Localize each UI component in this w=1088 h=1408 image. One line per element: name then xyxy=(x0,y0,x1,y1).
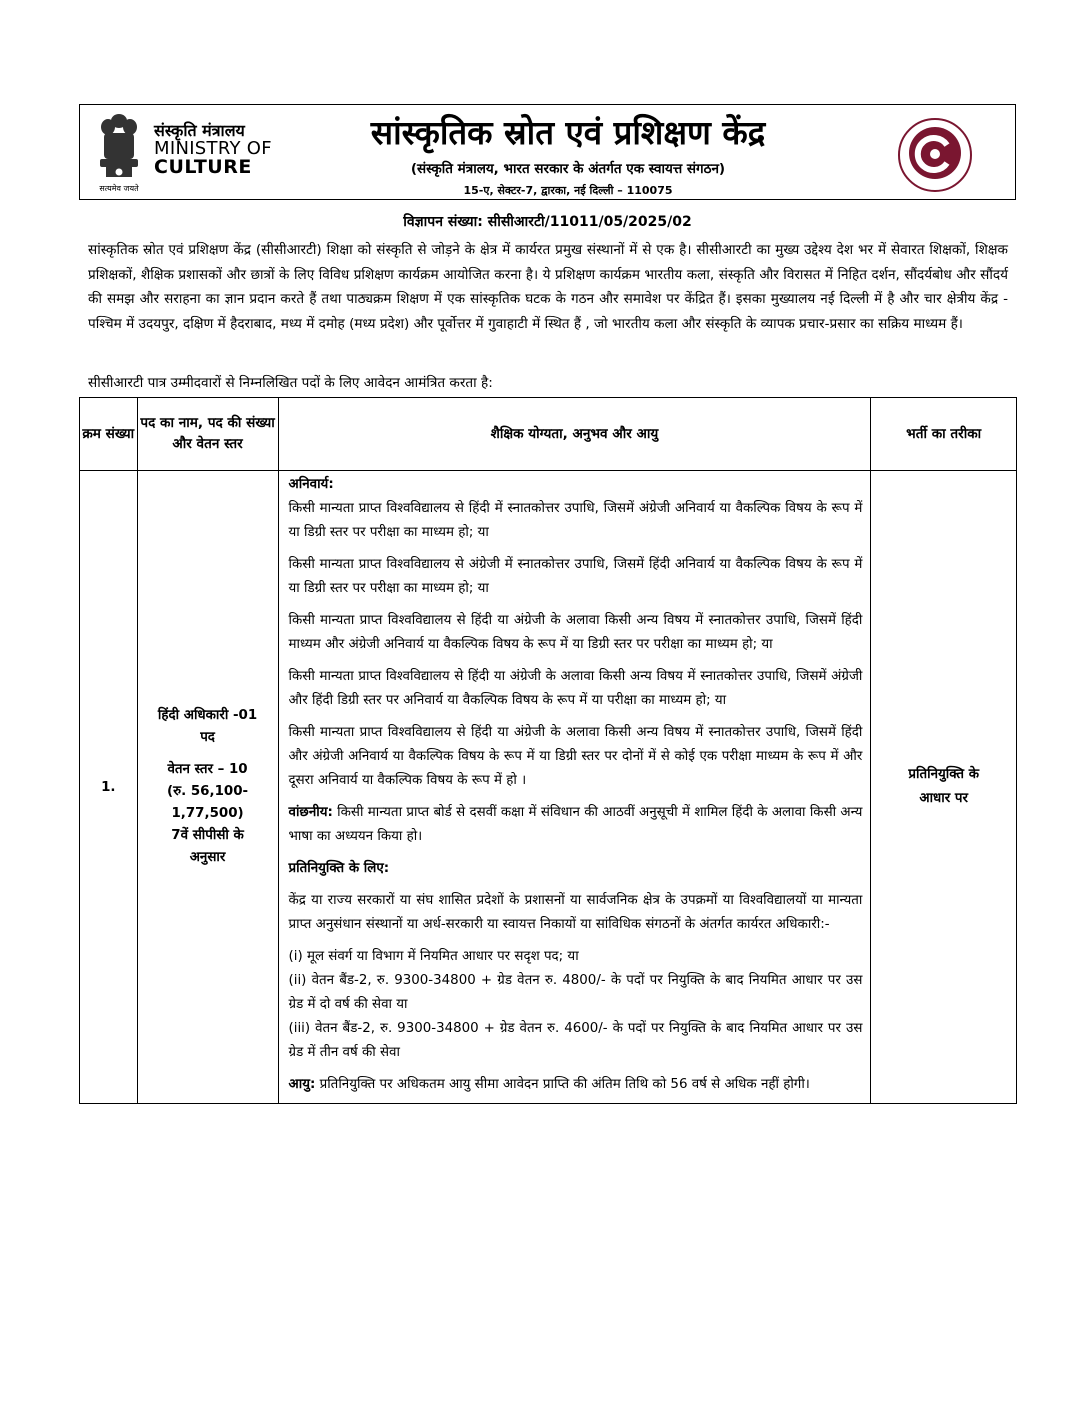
desirable-label: वांछनीय: xyxy=(288,805,333,820)
essential-option-1: किसी मान्यता प्राप्त विश्वविद्यालय से हिंदी में स्नातकोत्तर उपाधि, जिसमें अंग्रेजी अनिवार्य या वैकल्पिक विषय के रूप में या डिग्री स्तर पर परीक्षा का माध्यम हो; या xyxy=(288,501,863,540)
header-post: पद का नाम, पद की संख्या और वेतन स्तर xyxy=(137,398,278,471)
deputation-condition-iii: (iii) वेतन बैंड-2, रु. 9300-34800 + ग्रेड वेतन रु. 4600/- के पदों पर नियुक्ति के बाद नियमित आधार पर उस ग्रेड में तीन वर्ष की सेवा xyxy=(288,1021,863,1060)
essential-option-4: किसी मान्यता प्राप्त विश्वविद्यालय से हिंदी या अंग्रेजी के अलावा किसी अन्य विषय में स्नातकोत्तर उपाधि, जिसमें अंग्रेजी और हिंदी डिग्री स्तर पर अनिवार्य या वैकल्पिक विषय के रूप में या परीक्षा का माध्यम हो; या xyxy=(288,669,863,708)
header-recruitment-method: भर्ती का तरीका xyxy=(871,398,1017,471)
pay-range-end: 1,77,500) xyxy=(171,806,244,821)
deputation-label: प्रतिनियुक्ति के लिए: xyxy=(288,861,390,876)
post-name: हिंदी अधिकारी -01 xyxy=(157,708,258,723)
table-row xyxy=(80,471,1017,1104)
ministry-english-line2: CULTURE xyxy=(154,156,252,178)
ministry-hindi: संस्कृति मंत्रालय xyxy=(154,121,245,140)
essential-label: अनिवार्य: xyxy=(288,477,334,492)
desirable-block xyxy=(289,801,863,849)
essential-option-3: किसी मान्यता प्राप्त विश्वविद्यालय से हिंदी या अंग्रेजी के अलावा किसी अन्य विषय में स्नातकोत्तर उपाधि, जिसमें हिंदी माध्यम और अंग्रेजी अनिवार्य या वैकल्पिक विषय के रूप में या डिग्री स्तर पर परीक्षा का माध्यम हो; या xyxy=(288,613,863,652)
age-label: आयु: xyxy=(288,1077,316,1092)
essential-option-2: किसी मान्यता प्राप्त विश्वविद्यालय से अंग्रेजी में स्नातकोत्तर उपाधि, जिसमें हिंदी अनिवार्य या वैकल्पिक विषय के रूप में या डिग्री स्तर पर परीक्षा का माध्यम हो; या xyxy=(288,557,863,596)
invitation-line: सीसीआरटी पात्र उम्मीदवारों से निम्नलिखित पदों के लिए आवेदन आमंत्रित करता है: xyxy=(88,375,493,391)
table-header-row xyxy=(80,398,1017,471)
advertisement-number: विज्ञापन संख्या: सीसीआरटी/11011/05/2025/02 xyxy=(403,214,692,230)
emblem-motto: सत्यमेव जयते xyxy=(99,184,139,193)
method-line1: प्रतिनियुक्ति के xyxy=(908,767,979,782)
header-sno: क्रम संख्या xyxy=(80,398,138,471)
header-qualifications: शैक्षिक योग्यता, अनुभव और आयु xyxy=(278,398,871,471)
deputation-condition-ii: (ii) वेतन बैंड-2, रु. 9300-34800 + ग्रेड वेतन रु. 4800/- के पदों पर नियुक्ति के बाद नियमित आधार पर उस ग्रेड में दो वर्ष की सेवा या xyxy=(288,973,863,1012)
cpc-note-cont: अनुसार xyxy=(189,850,226,865)
post-count-label: पद xyxy=(200,730,215,745)
age-text: प्रतिनियुक्ति पर अधिकतम आयु सीमा आवेदन प्राप्ति की अंतिम तिथि को 56 वर्ष से अधिक नहीं होगी। xyxy=(319,1077,810,1092)
cpc-note: 7वें सीपीसी के xyxy=(171,828,244,843)
ministry-english-line1: MINISTRY OF xyxy=(154,138,272,159)
row-post-details xyxy=(137,471,278,1104)
row-sno: 1. xyxy=(80,471,138,1104)
organization-title: सांस्कृतिक स्रोत एवं प्रशिक्षण केंद्र xyxy=(370,113,766,152)
national-emblem-icon xyxy=(94,111,144,181)
essential-option-5: किसी मान्यता प्राप्त विश्वविद्यालय से हिंदी या अंग्रेजी के अलावा किसी अन्य विषय में स्नातकोत्तर उपाधि, जिसमें हिंदी और अंग्रेजी अनिवार्य या वैकल्पिक विषय के रूप में या डिग्री स्तर पर दोनों में से कोई एक परीक्षा माध्यम के रूप में और दूसरा अनिवार्य या वैकल्पिक विषय के रूप में हो । xyxy=(288,725,863,788)
organization-subtitle: (संस्कृति मंत्रालय, भारत सरकार के अंतर्गत एक स्वायत्त संगठन) xyxy=(410,161,726,177)
age-block xyxy=(289,1073,863,1097)
pay-level: वेतन स्तर – 10 xyxy=(167,762,248,777)
intro-paragraph: सांस्कृतिक स्रोत एवं प्रशिक्षण केंद्र (सीसीआरटी) शिक्षा को संस्कृति से जोड़ने के क्षेत्र में कार्यरत प्रमुख संस्थानों में से एक है। सीसीआरटी का मुख्य उद्देश्य देश भर में सेवारत शिक्षकों, शिक्षक प्रशिक्षकों, शैक्षिक प्रशासकों और छात्रों के लिए विविध प्रशिक्षण कार्यक्रम आयोजित करना है। ये प्रशिक्षण कार्यक्रम भारतीय कला, संस्कृति और विरासत में निहित दर्शन, सौंदर्यबोध और सौंदर्य की समझ और सराहना का ज्ञान प्रदान करते हैं तथा पाठ्यक्रम शिक्षण में एक सांस्कृतिक घटक के गठन और समावेश पर केंद्रित हैं। इसका मुख्यालय नई दिल्ली में है और चार क्षेत्रीय केंद्र - पश्चिम में उदयपुर, दक्षिण में हैदराबाद, मध्य में दमोह (मध्य प्रदेश) और पूर्वोत्तर में गुवाहाटी में स्थित हैं , जो भारतीय कला और संस्कृति के व्यापक प्रचार-प्रसार का सक्रिय माध्यम हैं। xyxy=(88,242,1008,332)
deputation-text: केंद्र या राज्य सरकारों या संघ शासित प्रदेशों के प्रशासनों या सार्वजनिक क्षेत्र के उपक्रमों या विश्वविद्यालयों या मान्यता प्राप्त अनुसंधान संस्थानों या अर्ध-सरकारी या स्वायत्त निकायों या सांविधिक संगठनों के अंतर्गत कार्यरत अधिकारी:- xyxy=(288,893,863,932)
row-recruitment-method xyxy=(871,471,1017,1104)
posts-table xyxy=(79,397,1017,1104)
ccrt-logo-icon xyxy=(895,115,975,195)
method-line2: आधार पर xyxy=(919,791,968,806)
letterhead xyxy=(79,104,1016,200)
deputation-condition-i: (i) मूल संवर्ग या विभाग में नियमित आधार पर सदृश पद; या xyxy=(288,949,579,964)
desirable-text: किसी मान्यता प्राप्त बोर्ड से दसवीं कक्षा में संविधान की आठवीं अनुसूची में शामिल हिंदी के अलावा किसी अन्य भाषा का अध्ययन किया हो। xyxy=(288,805,863,844)
row-qualifications xyxy=(278,471,871,1104)
organization-address: 15-ए, सेक्टर-7, द्वारका, नई दिल्ली – 110075 xyxy=(463,184,673,197)
pay-range-start: (रु. 56,100- xyxy=(166,784,249,799)
